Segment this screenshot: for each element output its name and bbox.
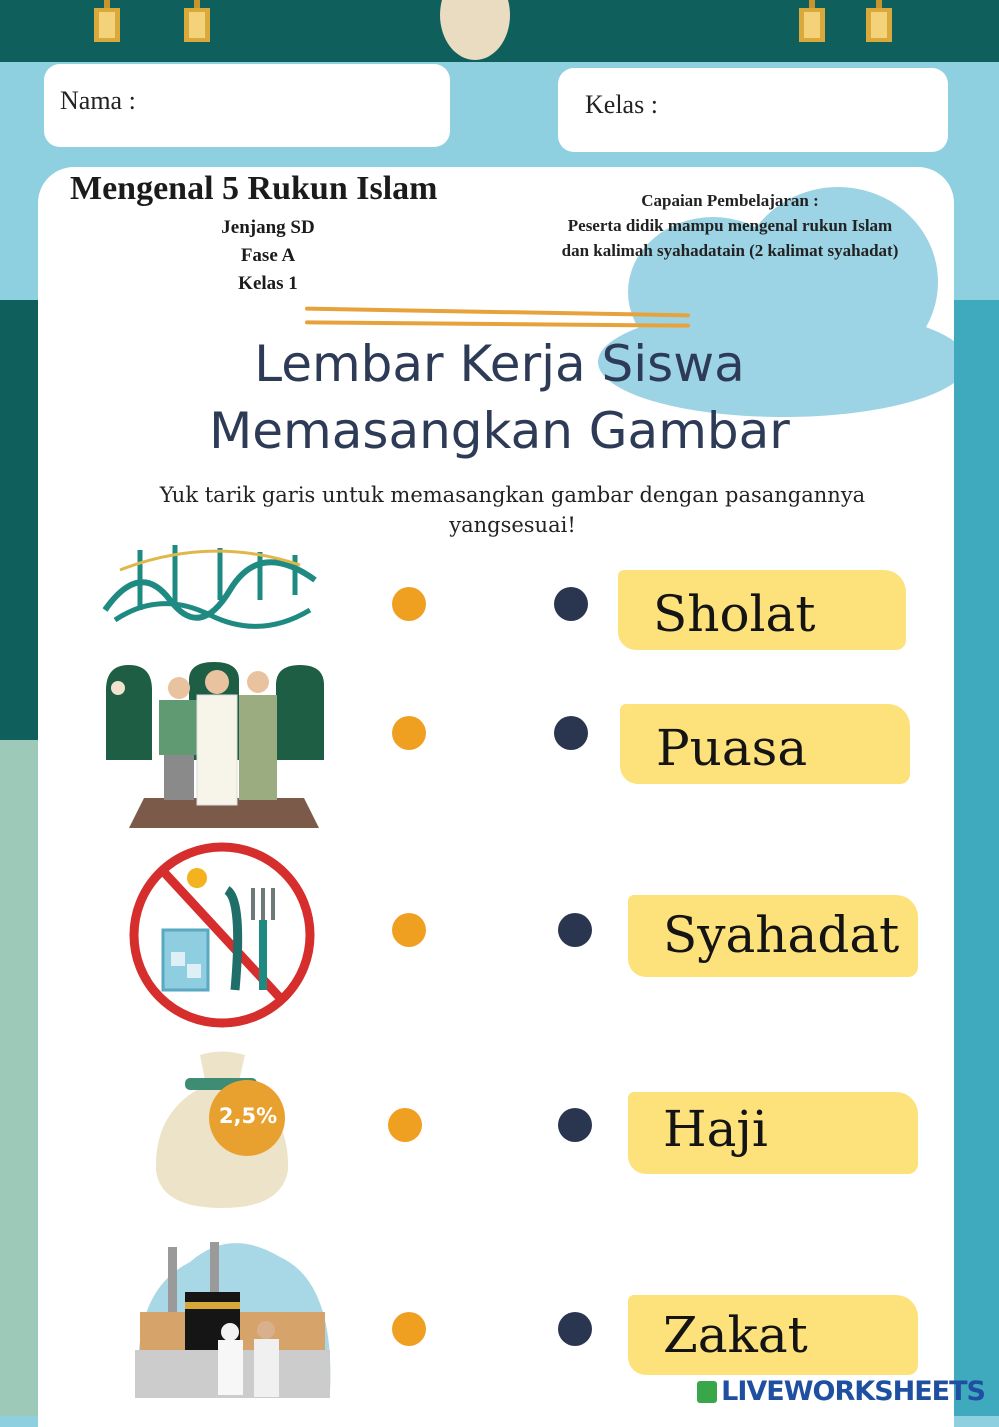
kaaba-pilgrims-icon [130, 1232, 335, 1402]
right-dot-5[interactable] [558, 1312, 592, 1346]
grade-label: Kelas 1 [238, 273, 298, 294]
level-label: Jenjang SD [221, 217, 315, 238]
left-dot-2[interactable] [392, 716, 426, 750]
lantern-icon [180, 0, 214, 48]
right-dot-2[interactable] [554, 716, 588, 750]
liveworksheets-logo[interactable] [697, 1376, 985, 1407]
instruction-line-1: Yuk tarik garis untuk memasangkan gambar dengan pasangannya [159, 483, 866, 507]
heading-lks: Lembar Kerja Siswa [254, 335, 745, 393]
shahada-calligraphy-icon [100, 540, 325, 635]
right-decoration [954, 300, 999, 1416]
lantern-icon [862, 0, 896, 48]
praying-men-icon [104, 660, 326, 828]
zakat-badge: 2,5% [218, 1104, 278, 1128]
heading-matching: Memasangkan Gambar [209, 402, 790, 460]
right-dot-3[interactable] [558, 913, 592, 947]
cp-line-2: dan kalimah syahadatain (2 kalimat syahadat) [561, 241, 899, 260]
mosque-decoration [0, 740, 40, 1416]
word-4: Haji [663, 1100, 768, 1158]
word-1: Sholat [653, 585, 816, 643]
left-dot-5[interactable] [392, 1312, 426, 1346]
lantern-icon [795, 0, 829, 48]
name-label: Nama : [60, 86, 136, 115]
cp-label: Capaian Pembelajaran : [641, 191, 819, 210]
worksheet-title: Mengenal 5 Rukun Islam [70, 170, 438, 207]
class-label: Kelas : [585, 90, 658, 119]
word-2: Puasa [656, 719, 808, 777]
no-eating-icon [125, 840, 320, 1030]
lantern-icon [90, 0, 124, 48]
zakat-sack-icon [150, 1050, 295, 1210]
left-dot-3[interactable] [392, 913, 426, 947]
cp-line-1: Peserta didik mampu mengenal rukun Islam [567, 216, 893, 235]
phase-label: Fase A [240, 245, 296, 266]
right-dot-1[interactable] [554, 587, 588, 621]
instruction-line-2: yangsesuai! [449, 513, 576, 537]
liveworksheets-icon [697, 1381, 717, 1403]
right-dot-4[interactable] [558, 1108, 592, 1142]
word-3: Syahadat [663, 906, 900, 964]
word-5: Zakat [663, 1306, 808, 1364]
brand-text: LIVEWORKSHEETS [721, 1376, 985, 1407]
left-dot-1[interactable] [392, 587, 426, 621]
left-dot-4[interactable] [388, 1108, 422, 1142]
